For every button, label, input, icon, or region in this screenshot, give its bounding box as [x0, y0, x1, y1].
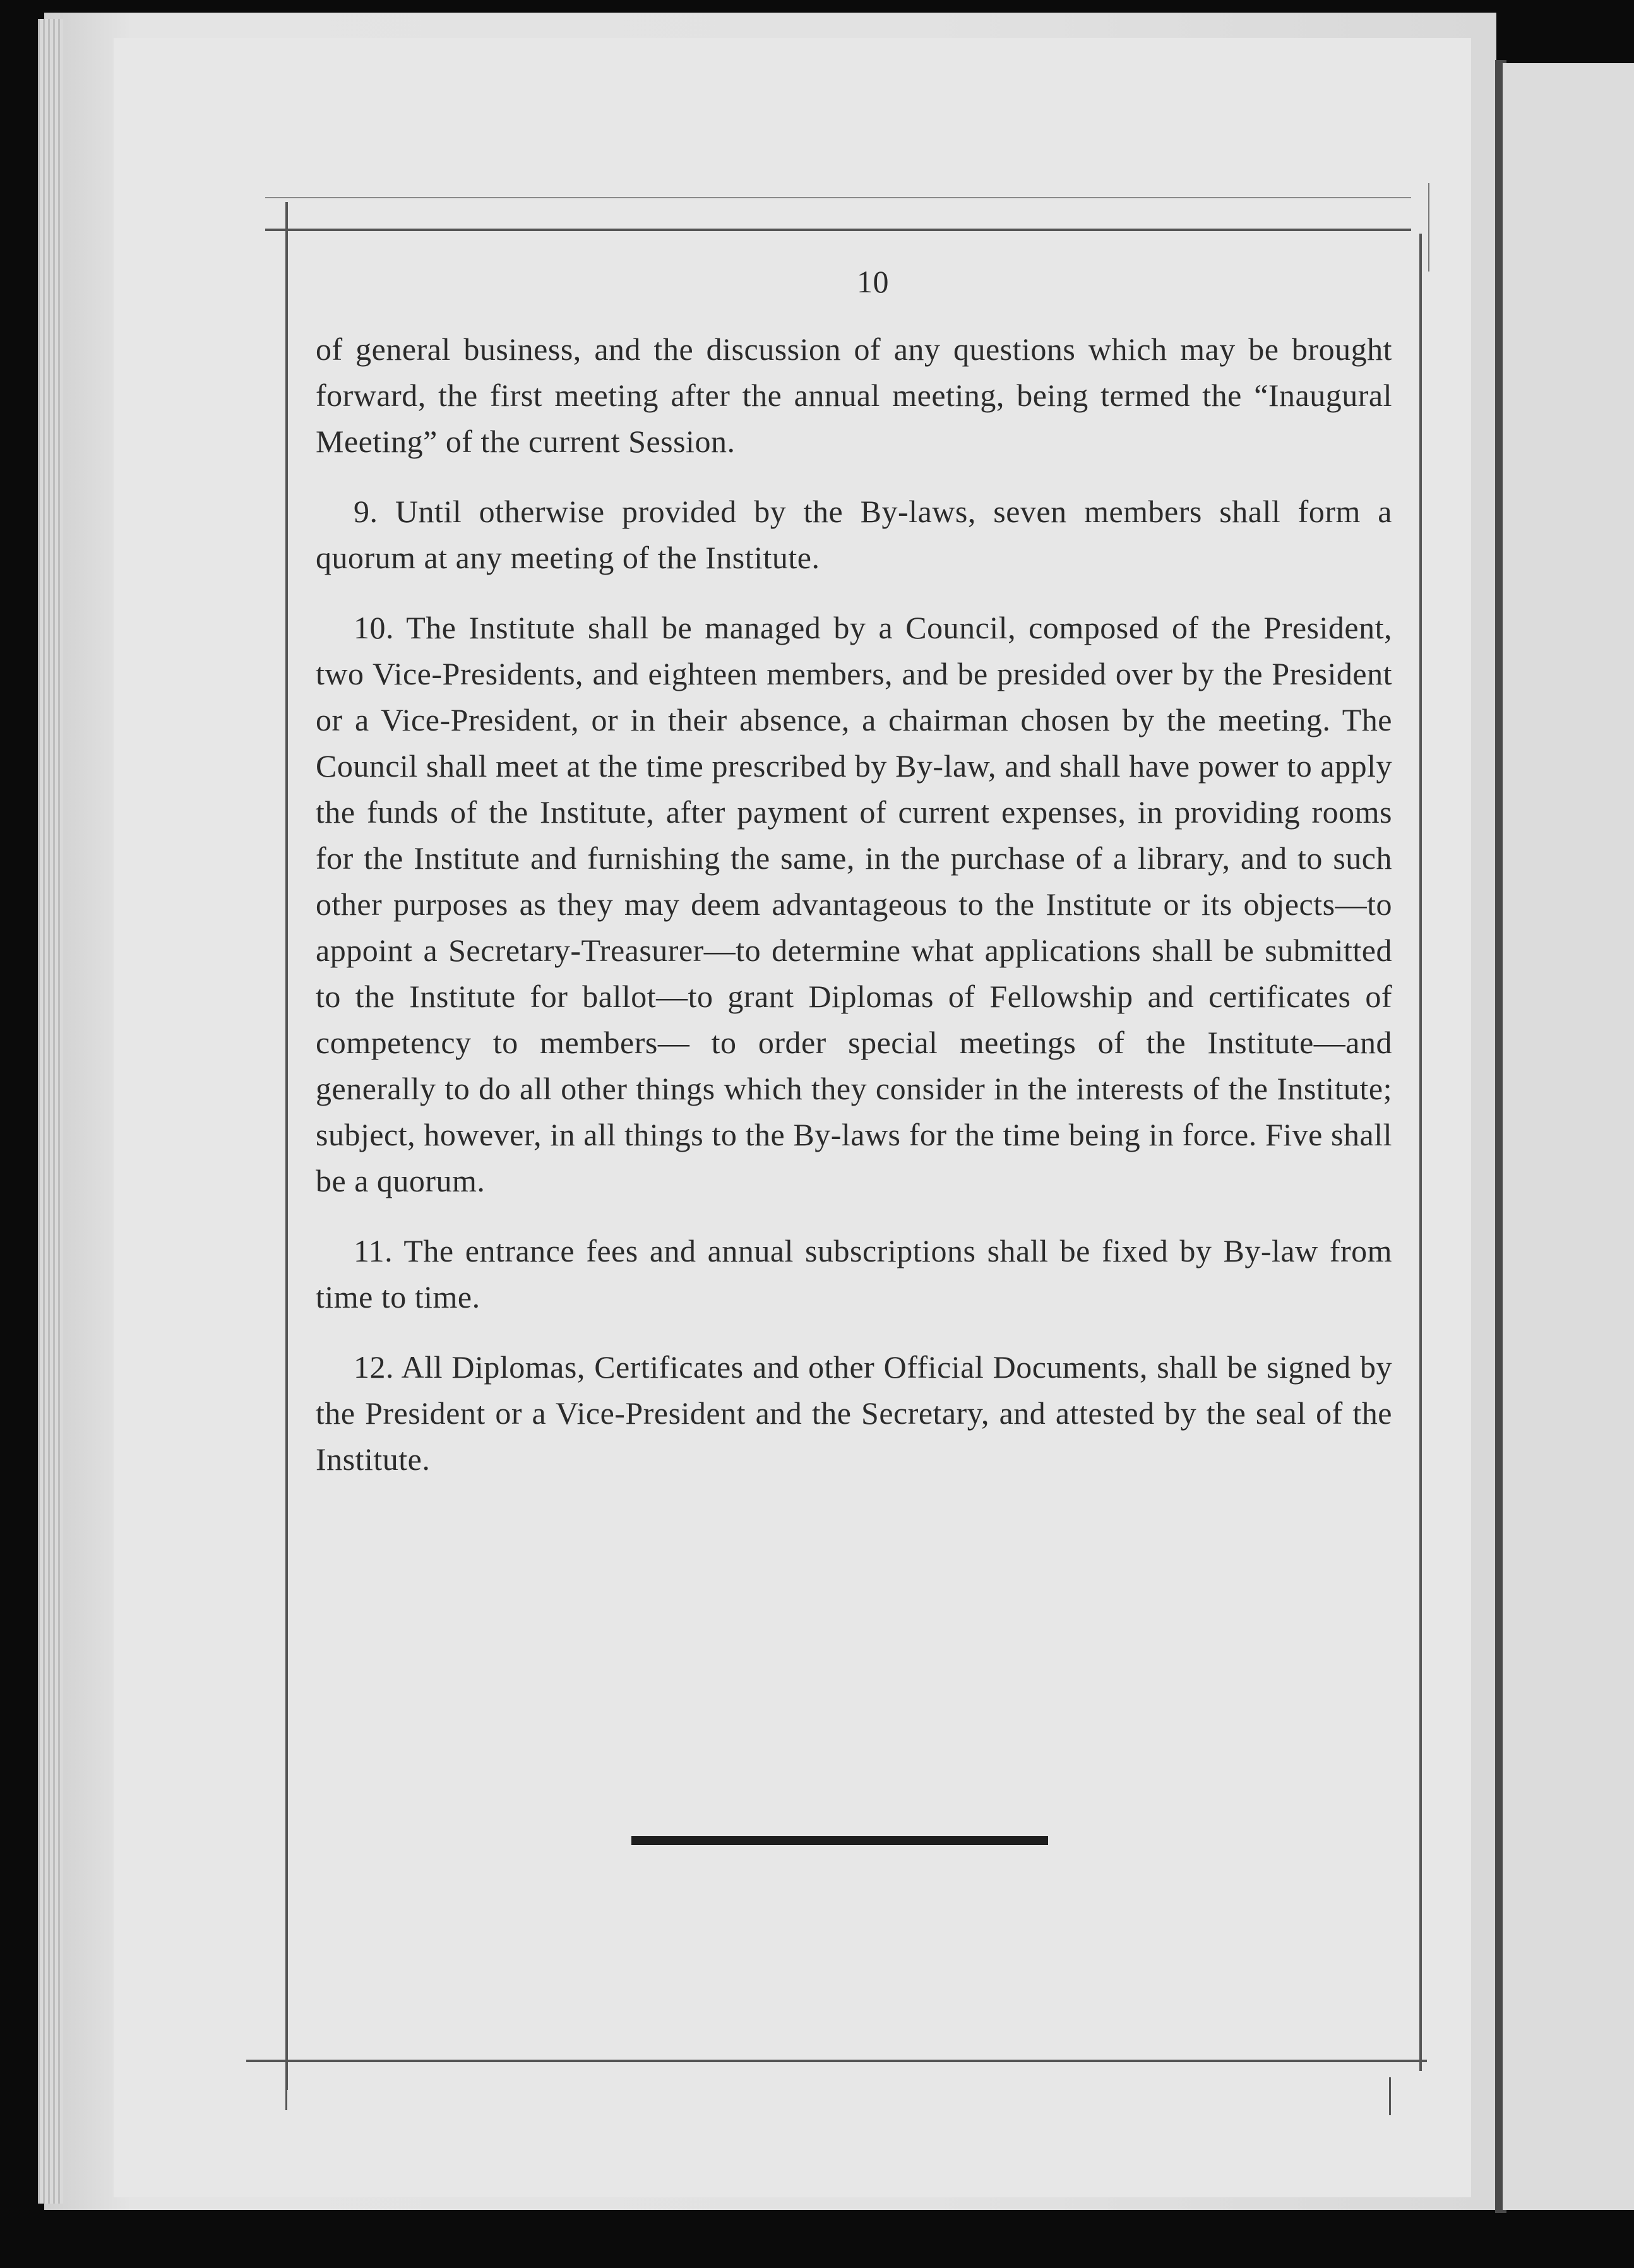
page-text — [316, 259, 1392, 1507]
frame-rule-top-outer — [265, 197, 1411, 198]
frame-tick-left — [285, 2060, 287, 2110]
paragraph-text: All Diplomas, Certificates and other Official Documents, shall be signed by the President or a Vice-President and the Secretary, and attested by the seal of the Institute. — [316, 1349, 1392, 1477]
paragraph-text: The Institute shall be managed by a Council, composed of the President, two Vice-Presidents, and eighteen members, and be presided over by the President or a Vice-President, or in their absence, a chairman chosen by the meeting. The Council shall meet at the time prescribed by By-law, and shall have power to apply the funds of the Institute, after payment of current expenses, in providing rooms for the Institute and furnishing the same, in the purchase of a library, and to such other purposes as they may deem advantageous to the Institute or its objects—to appoint a Secretary-Treasurer—to determine what applications shall be submitted to the Institute for ballot—to grant Diplomas of Fellowship and certificates of competency to members— to order special meetings of the Institute—and generally to do all other things which they consider in the interests of the Institute; subject, however, in all things to the By-laws for the time being in force. Five shall be a quorum. — [316, 610, 1392, 1198]
facing-page-edge — [1503, 63, 1634, 2210]
paragraph-number: 9. — [354, 494, 378, 529]
frame-rule-right-outer — [1428, 183, 1429, 272]
paragraph-12 — [316, 1344, 1392, 1483]
paragraph-number: 10. — [354, 610, 394, 645]
paragraph-number: 12. — [354, 1349, 394, 1385]
paragraph-continuation — [316, 326, 1392, 465]
frame-tick-right — [1389, 2077, 1391, 2115]
section-end-rule — [631, 1836, 1048, 1845]
frame-rule-right — [1419, 234, 1422, 2071]
paragraph-text: of general business, and the discussion of any questions which may be brought forward, the first meeting after the annual meeting, being termed the “Inaugural Meeting” of the current Session. — [316, 331, 1392, 459]
paragraph-number: 11. — [354, 1233, 393, 1268]
frame-rule-bottom — [246, 2060, 1427, 2062]
page-number: 10 — [857, 264, 889, 299]
paragraph-10 — [316, 605, 1392, 1204]
frame-rule-left — [285, 202, 288, 2090]
paragraph-9 — [316, 489, 1392, 581]
page-stack-edge — [38, 19, 63, 2204]
paragraph-11 — [316, 1228, 1392, 1320]
paragraph-text: The entrance fees and annual subscriptions shall be fixed by By-law from time to time. — [316, 1233, 1392, 1315]
frame-rule-top — [265, 229, 1411, 231]
paragraph-text: Until otherwise provided by the By-laws, seven members shall form a quorum at any meeting of the Institute. — [316, 494, 1393, 575]
